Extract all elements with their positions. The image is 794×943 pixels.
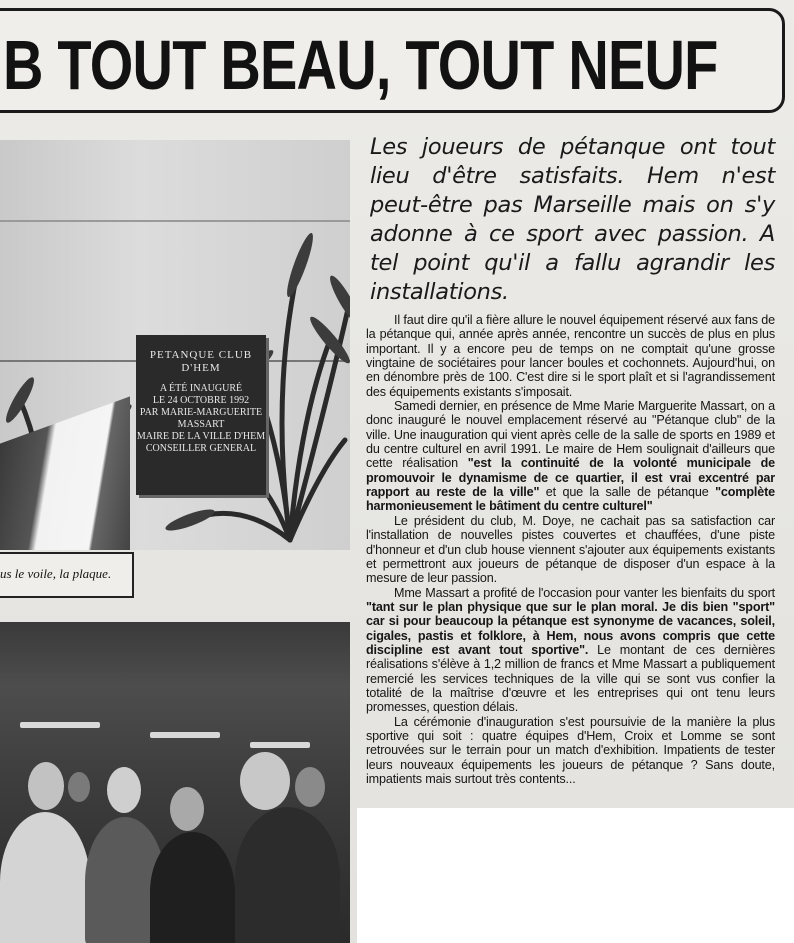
plaque-line: PAR MARIE-MARGUERITE	[139, 407, 263, 418]
plaque-line: LE 24 OCTOBRE 1992	[152, 395, 250, 406]
quote: "tant sur le plan physique que sur le plan moral. Je dis bien "sport" car si pour beaucoup la pétanque est synonyme de vacances, soleil, cigales, pastis et folklore, à Hem, nous avons compris que cette discipline est avant tout sportive".	[366, 599, 775, 657]
paragraph: La cérémonie d'inauguration s'est poursuivie de la manière la plus sportive qui soit : quatre équipes d'Hem, Croix et Lomme se sont retrouvées sur le terrain pour un match d'exhibition. Impatients de tester leurs nouveaux équipements les joueurs de pétanque ? Sans doute, impatients mais surtout très contents...	[366, 714, 775, 786]
paragraph: Il faut dire qu'il a fière allure le nouvel équipement réservé aux fans de la pétanque qui, année après année, rencontre un succès de plus en plus important. Il y a encore peu de temps on ne comptait qu'une grosse vingtaine de sociétaires pour lancer boules et cochonnets. Aujourd'hui, on en dénombre près de 100. C'est dire si le sport plaît et si l'agrandissement des équipements existants s'imposait.	[366, 313, 775, 399]
plaque-line: MAIRE DE LA VILLE D'HEM	[136, 431, 266, 442]
person	[150, 832, 235, 943]
ceiling-light	[250, 742, 310, 748]
plaque-line: CONSEILLER GENERAL	[145, 443, 257, 454]
paragraph-text: et que la salle de pétanque	[539, 485, 716, 500]
plaque-line: PETANQUE CLUB	[149, 349, 253, 361]
paragraph: Le président du club, M. Doye, ne cachait pas sa satisfaction car l'installation de nouvelles pistes couvertes et chauffées, d'une piste d'honneur et d'un club house viennent s'ajouter aux équipements existants et permettront aux joueurs de pétanque de disposer d'un espace à la mesure de leur passion.	[366, 513, 775, 586]
person-head	[170, 787, 204, 831]
paragraph	[366, 399, 775, 514]
headline-box	[0, 8, 785, 113]
person-head	[295, 767, 325, 807]
person	[0, 812, 90, 943]
ceiling-light	[20, 722, 100, 728]
person-head	[28, 762, 64, 810]
plaque-line: MASSART	[177, 419, 225, 430]
quote: "complète harmonieusement le bâtiment du centre culturel"	[366, 485, 776, 514]
paragraph-text: Samedi dernier, en présence de Mme Marie Marguerite Massart, on a donc inauguré le nouvel emplacement réservé au "Pétanque club" de la ville. Une inauguration qui vient après celle de la salle de sports en 1989 et du centre culturel en avril 1991. Le maire de Hem soulignait d'ailleurs que cette réalisation	[366, 399, 775, 471]
paragraph-text: Mme Massart a profité de l'occasion pour vanter les bienfaits du sport	[394, 585, 775, 600]
quote: "est la continuité de la volonté municipale de promouvoir le dynamisme de ce quartier, il est vrai excentré par rapport au reste de la ville"	[366, 456, 775, 500]
headline: B TOUT BEAU, TOUT NEUF	[3, 26, 718, 104]
person-head	[107, 767, 141, 813]
photo-crowd	[0, 622, 350, 943]
plaque	[136, 335, 266, 495]
plaque-line: A ÉTÉ INAUGURÉ	[159, 383, 243, 394]
article-lede: Les joueurs de pétanque ont tout lieu d'être satisfaits. Hem n'est peut-être pas Marseille mais on s'y adonne à ce sport avec passion. A tel point qu'il a fallu agrandir les installations.	[370, 134, 775, 305]
person	[235, 807, 340, 943]
plaque-line: D'HEM	[181, 362, 221, 374]
blank-area	[357, 808, 794, 943]
ceiling-light	[150, 732, 220, 738]
paragraph	[366, 586, 775, 715]
caption-text: us le voile, la plaque.	[0, 566, 112, 581]
paragraph-text: Le montant de ces dernières réalisations s'élève à 1,2 million de francs et Mme Massart a publiquement remercié les services techniques de la ville qui se sont vus confier la totalité de la maîtrise d'œuvre et les entreprises qui ont tenu leurs promesses, question délais.	[366, 642, 775, 715]
person-head	[240, 752, 290, 810]
person-head	[68, 772, 90, 802]
photo-plaque	[0, 140, 350, 550]
photo-caption	[0, 552, 134, 598]
article-body	[366, 313, 775, 786]
